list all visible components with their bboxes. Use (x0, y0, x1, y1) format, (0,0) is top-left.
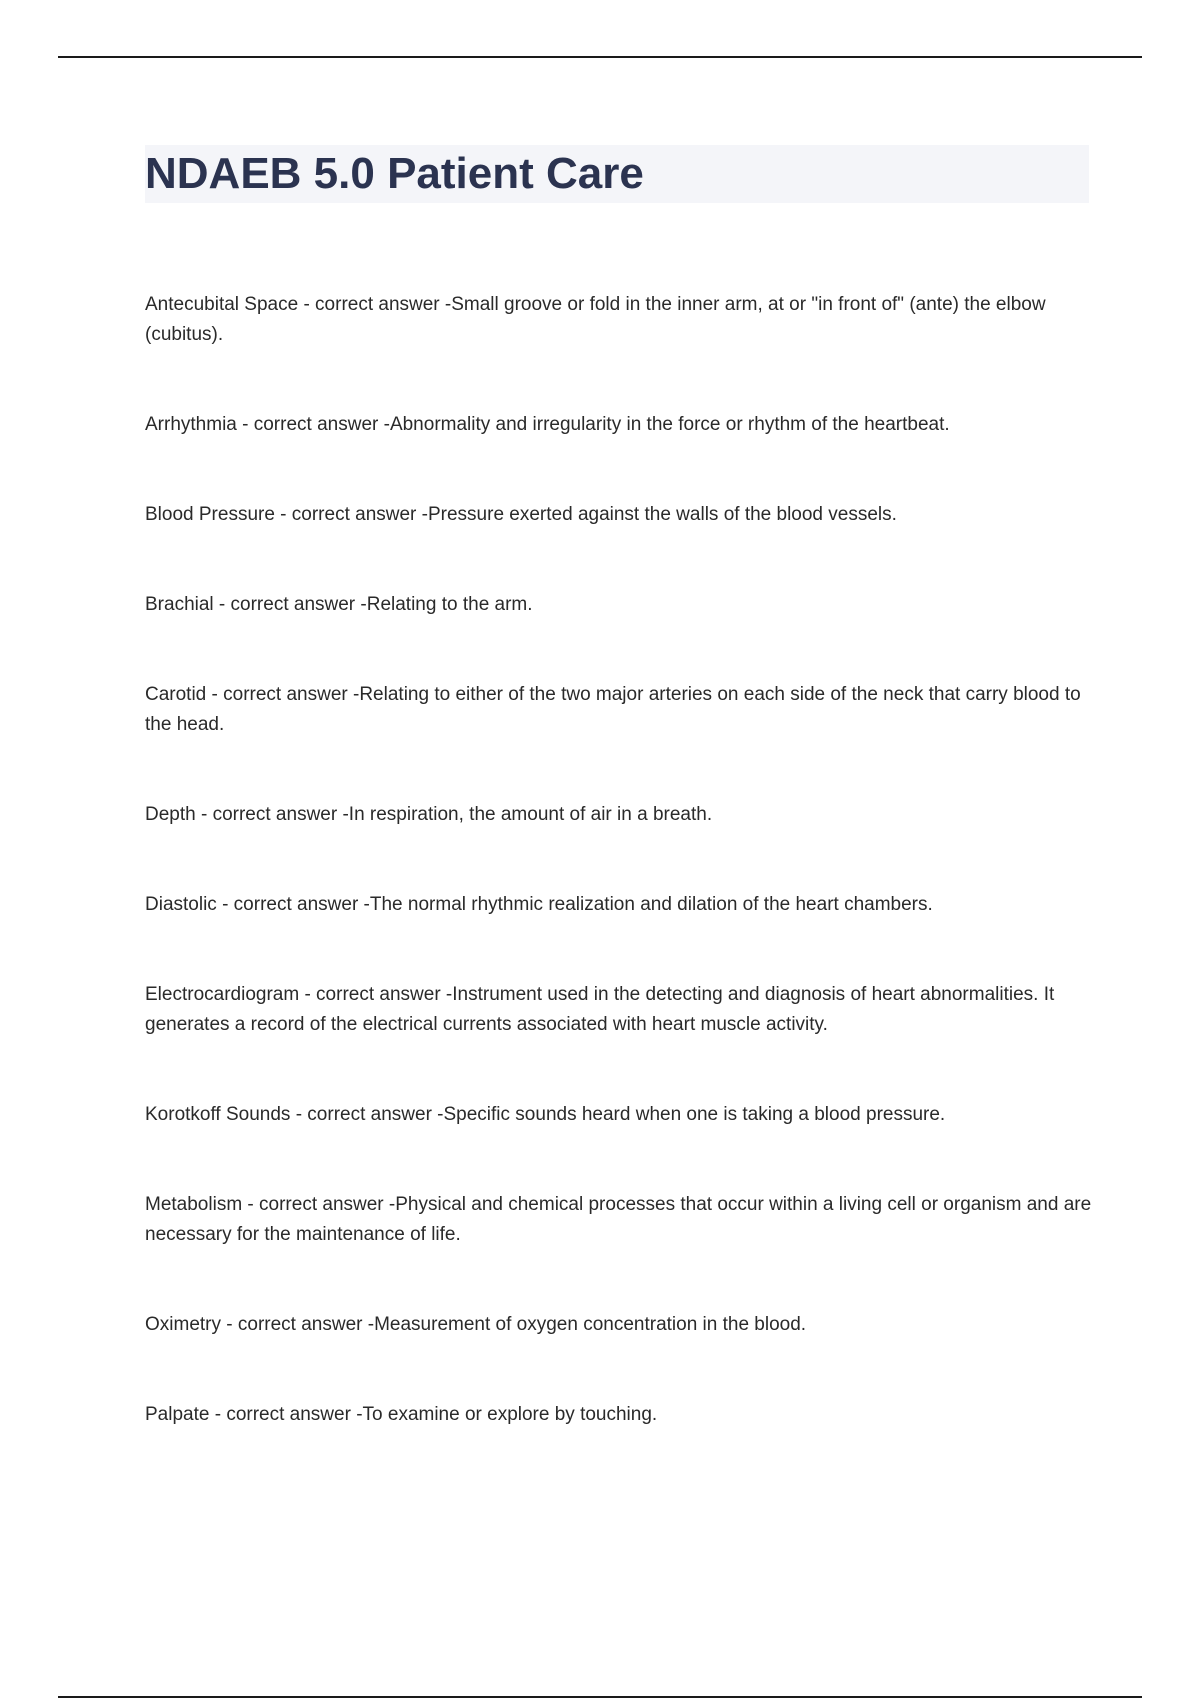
term-entry-antecubital-space: Antecubital Space - correct answer -Small groove or fold in the inner arm, at or "in front of" (ante) the elbow (cubitus). (145, 294, 1046, 345)
term-entry-electrocardiogram: Electrocardiogram - correct answer -Instrument used in the detecting and diagnosis of heart abnormalities. It generates a record of the electrical currents associated with heart muscle activity. (145, 984, 1055, 1035)
term-entry-carotid: Carotid - correct answer -Relating to either of the two major arteries on each side of the neck that carry blood to the head. (145, 684, 1081, 735)
top-divider (58, 56, 1142, 58)
term-entry-korotkoff-sounds: Korotkoff Sounds - correct answer -Specific sounds heard when one is taking a blood pressure. (145, 1104, 946, 1125)
page-title: NDAEB 5.0 Patient Care (145, 149, 644, 198)
bottom-divider (58, 1696, 1142, 1698)
term-entry-arrhythmia: Arrhythmia - correct answer -Abnormality and irregularity in the force or rhythm of the heartbeat. (145, 414, 950, 435)
term-entry-blood-pressure: Blood Pressure - correct answer -Pressure exerted against the walls of the blood vessels. (145, 504, 897, 525)
term-entry-oximetry: Oximetry - correct answer -Measurement of oxygen concentration in the blood. (145, 1314, 807, 1335)
term-entry-brachial: Brachial - correct answer -Relating to the arm. (145, 594, 533, 615)
term-entry-diastolic: Diastolic - correct answer -The normal rhythmic realization and dilation of the heart chambers. (145, 894, 933, 915)
term-list (145, 290, 1095, 1490)
term-entry-depth: Depth - correct answer -In respiration, the amount of air in a breath. (145, 804, 713, 825)
term-entry-palpate: Palpate - correct answer -To examine or explore by touching. (145, 1404, 658, 1425)
term-entry-metabolism: Metabolism - correct answer -Physical and chemical processes that occur within a living cell or organism and are necessary for the maintenance of life. (145, 1194, 1092, 1245)
